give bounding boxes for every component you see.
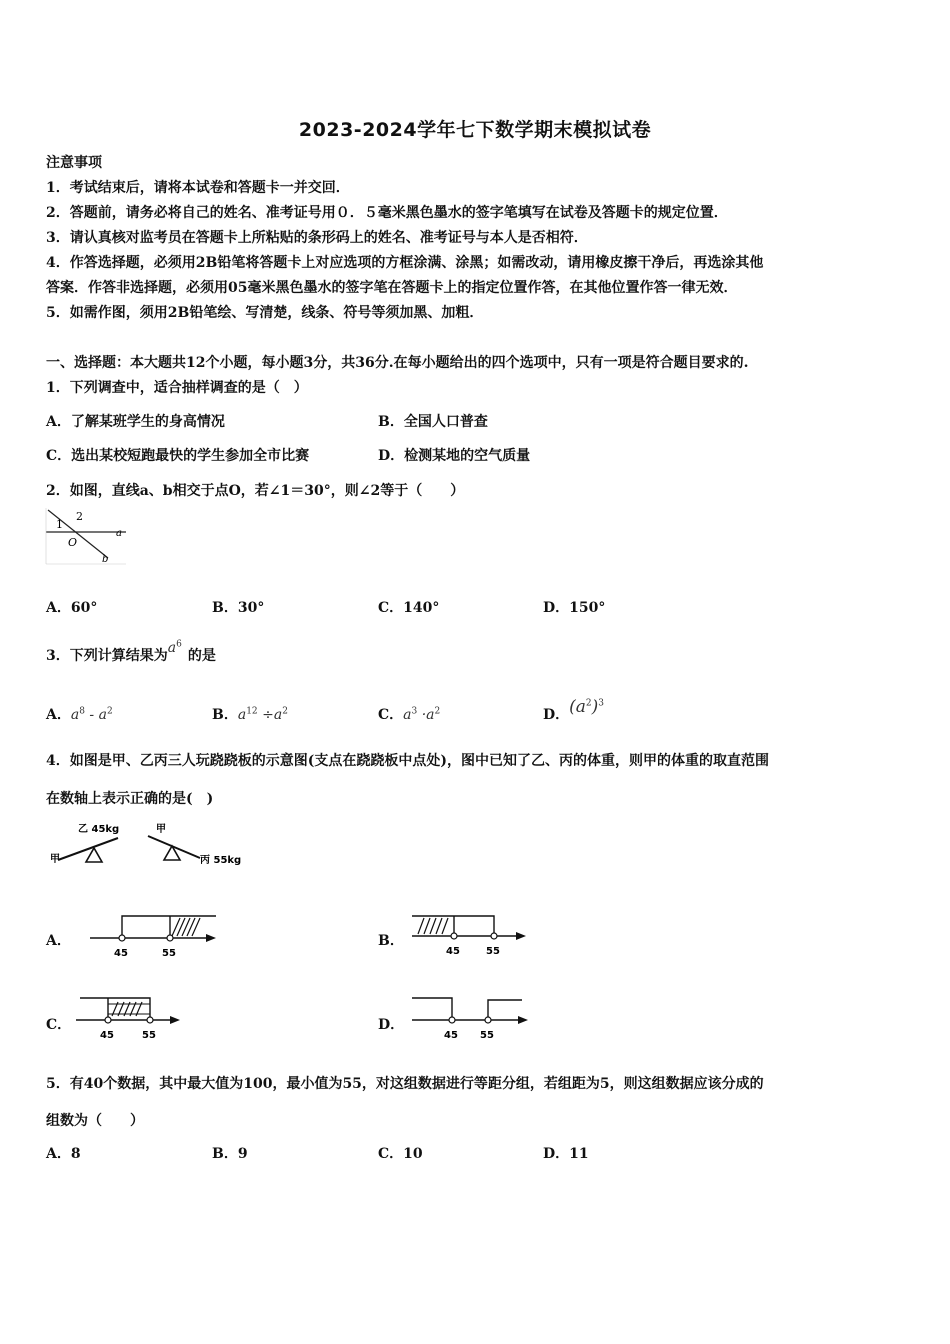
q3-a-label: A． xyxy=(46,707,71,723)
q4-option-a: A． xyxy=(46,933,71,949)
q2-option-c: C．140° xyxy=(378,600,440,616)
number-line-b xyxy=(410,910,535,960)
q1-option-c: C．选出某校短跑最快的学生参加全市比赛 xyxy=(46,448,310,464)
question-4-stem-line1: 4．如图是甲、乙丙三人玩跷跷板的示意图(支点在跷跷板中点处)，图中已知了乙、丙的体重，则甲的体重的取直范围 xyxy=(46,753,769,769)
question-4-stem-line2: 在数轴上表示正确的是( ) xyxy=(46,791,214,807)
q1-option-d: D．检测某地的空气质量 xyxy=(378,448,531,464)
q5-option-a: A．8 xyxy=(46,1146,81,1162)
q3-stem-post: 的是 xyxy=(187,648,216,664)
number-line-a xyxy=(88,910,223,960)
q3-b-label: B． xyxy=(212,707,238,723)
notice-item: 2．答题前，请务必将自己的姓名、准考证号用０．５毫米黑色墨水的签字笔填写在试卷及答题卡的规定位置． xyxy=(46,205,728,221)
q1-option-a: A．了解某班学生的身高情况 xyxy=(46,414,225,430)
notice-item: 1．考试结束后，请将本试卷和答题卡一并交回． xyxy=(46,180,350,196)
point-o-label: O xyxy=(68,536,78,549)
notice-heading: 注意事项 xyxy=(46,155,102,171)
q3-d-label: D． xyxy=(543,707,570,723)
q4-option-d: D． xyxy=(378,1017,405,1033)
tick-55: 55 xyxy=(142,1030,156,1041)
section-header: 一、选择题：本大题共12个小题，每小题3分，共36分.在每小题给出的四个选项中，只有一项是符合题目要求的. xyxy=(46,355,749,371)
seesaw-jia-right-label: 甲 xyxy=(156,824,166,835)
seesaw-bing-label: 丙 55kg xyxy=(200,855,242,866)
seesaw-yi-label: 乙 45kg xyxy=(78,824,120,835)
q5-option-d: D．11 xyxy=(543,1146,589,1162)
question-2-stem: 2．如图，直线a、b相交于点O，若∠1＝30°，则∠2等于（ ） xyxy=(46,483,465,499)
tick-55: 55 xyxy=(486,946,500,957)
tick-55: 55 xyxy=(162,948,176,959)
tick-55: 55 xyxy=(480,1030,494,1041)
q4-option-c: C． xyxy=(46,1017,72,1033)
q5-option-c: C．10 xyxy=(378,1146,423,1162)
intersecting-lines-figure xyxy=(44,506,128,566)
tick-45: 45 xyxy=(444,1030,458,1041)
seesaw-jia-left-label: 甲 xyxy=(50,854,60,865)
tick-45: 45 xyxy=(100,1030,114,1041)
angle-1-label: 1 xyxy=(56,518,63,531)
q2-option-a: A．60° xyxy=(46,600,98,616)
q4-option-b: B． xyxy=(378,933,404,949)
question-5-stem-line1: 5．有40个数据，其中最大值为100，最小值为55，对这组数据进行等距分组，若组距为5，则这组数据应该分成的 xyxy=(46,1076,764,1092)
notice-item: 3．请认真核对监考员在答题卡上所粘贴的条形码上的姓名、准考证号与本人是否相符． xyxy=(46,230,588,246)
number-line-d xyxy=(410,992,535,1042)
number-line-c xyxy=(74,992,184,1042)
q3-option-b: B．$a^{12} \div a^2$ xyxy=(212,706,288,723)
tick-45: 45 xyxy=(446,946,460,957)
notice-item: 5．如需作图，须用2B铅笔绘、写清楚，线条、符号等须加黑、加粗． xyxy=(46,305,484,321)
q2-option-d: D．150° xyxy=(543,600,606,616)
q3-option-a: A．$a^8 - a^2$ xyxy=(46,706,113,723)
q5-option-b: B．9 xyxy=(212,1146,248,1162)
angle-2-label: 2 xyxy=(76,510,83,523)
notice-item: 4．作答选择题，必须用2B铅笔将答题卡上对应选项的方框涂满、涂黑；如需改动，请用橡皮擦干净后，再选涂其他 xyxy=(46,255,764,271)
q2-option-b: B．30° xyxy=(212,600,265,616)
q3-option-c: C．$a^3 \cdot a^2$ xyxy=(378,706,441,723)
q3-c-label: C． xyxy=(378,707,404,723)
line-a-label: a xyxy=(116,528,122,539)
line-b-label: b xyxy=(102,554,109,565)
q1-option-b: B．全国人口普查 xyxy=(378,414,488,430)
page-title: 2023-2024学年七下数学期末模拟试卷 xyxy=(298,119,652,141)
tick-45: 45 xyxy=(114,948,128,959)
q3-stem-exp: 6 xyxy=(176,639,182,650)
q3-stem-var: a xyxy=(167,640,177,656)
question-3-stem xyxy=(46,639,216,665)
q3-option-d: D．$(a^2)^3$ xyxy=(543,697,605,723)
seesaw-figure xyxy=(50,818,250,874)
q3-stem-text: 3．下列计算结果为 xyxy=(46,648,168,664)
question-1-stem: 1．下列调查中，适合抽样调查的是（ ） xyxy=(46,380,308,396)
question-5-stem-line2: 组数为（ ） xyxy=(46,1113,144,1129)
notice-item: 答案．作答非选择题，必须用05毫米黑色墨水的签字笔在答题卡上的指定位置作答，在其他位置作答一律无效． xyxy=(46,280,738,296)
